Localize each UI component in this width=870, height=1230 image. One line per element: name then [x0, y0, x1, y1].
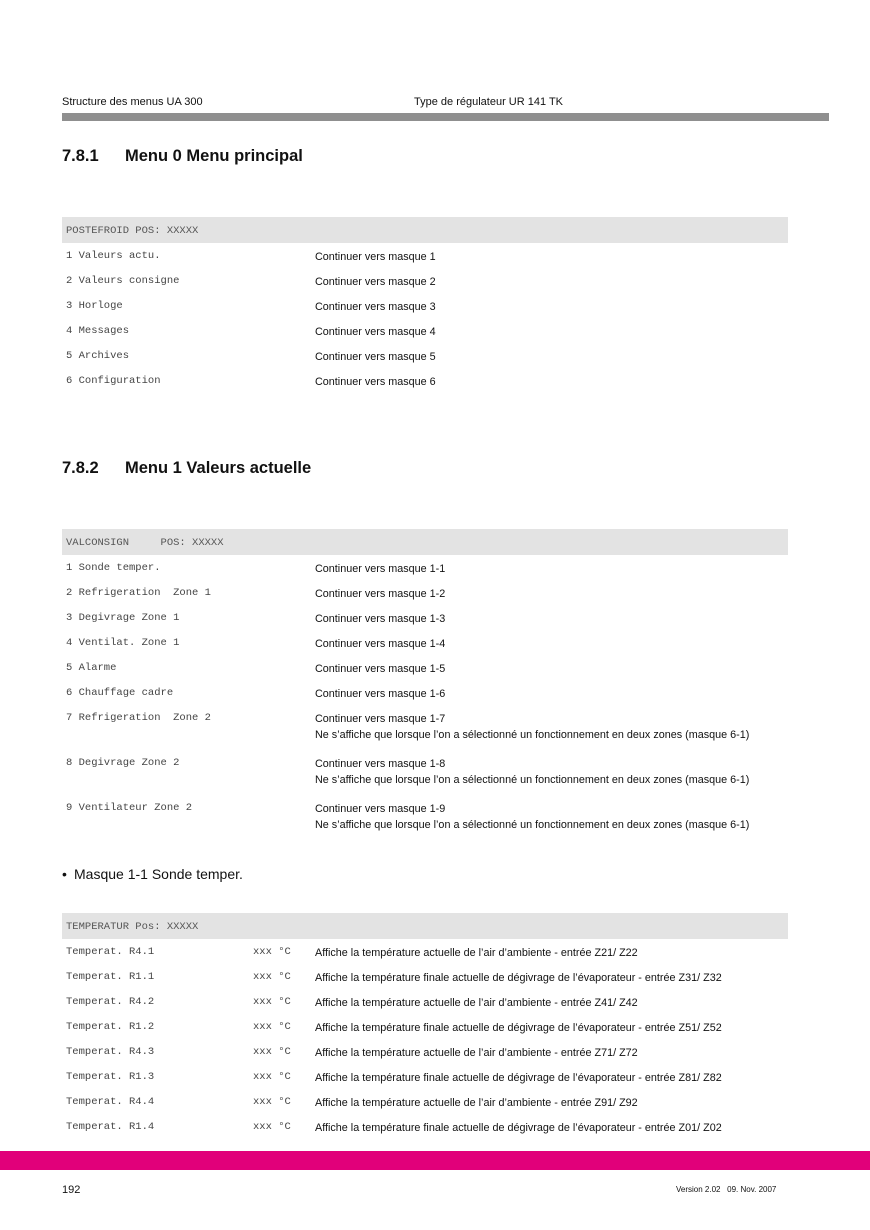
row-description: Continuer vers masque 1-1 [315, 563, 446, 575]
table-row [62, 1039, 788, 1064]
row-label: Temperat. R4.2 [66, 996, 155, 1008]
row-value-unit: xxx °C [253, 971, 291, 983]
row-value-unit: xxx °C [253, 996, 291, 1008]
table-row [62, 343, 788, 368]
header-left-title: Structure des menus UA 300 [62, 96, 203, 108]
row-value-unit: xxx °C [253, 1021, 291, 1033]
table-row [62, 368, 788, 393]
bullet-text: Masque 1-1 Sonde temper. [74, 866, 243, 882]
row-label: 1 Sonde temper. [66, 562, 161, 574]
row-description: Continuer vers masque 5 [315, 351, 436, 363]
menu-table-header: POSTEFROID POS: XXXXX [62, 217, 788, 243]
row-label: 6 Configuration [66, 375, 161, 387]
row-label: Temperat. R1.3 [66, 1071, 155, 1083]
row-description: Continuer vers masque 3 [315, 301, 436, 313]
page-number: 192 [62, 1184, 81, 1196]
menu-table-valeurs [62, 529, 788, 840]
table-row [62, 293, 788, 318]
row-label: Temperat. R1.1 [66, 971, 155, 983]
row-note: Ne s’affiche que lorsque l’on a sélectionné un fonctionnement en deux zones (masque 6-1) [315, 819, 750, 831]
row-description: Affiche la température finale actuelle de dégivrage de l’évaporateur - entrée Z01/ Z02 [315, 1122, 722, 1134]
row-description-block [315, 801, 749, 833]
row-value-unit: xxx °C [253, 1121, 291, 1133]
row-description: Continuer vers masque 1-5 [315, 663, 446, 675]
row-label: 5 Archives [66, 350, 130, 362]
footer-band [0, 1151, 870, 1170]
row-label: 9 Ventilateur Zone 2 [66, 802, 193, 814]
row-label: 2 Refrigeration Zone 1 [66, 587, 211, 599]
row-label: 4 Ventilat. Zone 1 [66, 637, 180, 649]
version-info: Version 2.02 09. Nov. 2007 [676, 1185, 777, 1194]
section-heading-7-8-2 [62, 459, 311, 478]
table-row [62, 705, 788, 750]
row-label: 6 Chauffage cadre [66, 687, 174, 699]
row-description: Continuer vers masque 1-2 [315, 588, 446, 600]
row-label: 2 Valeurs consigne [66, 275, 180, 287]
row-description: Continuer vers masque 1-9 [315, 803, 446, 815]
row-description: Continuer vers masque 1-4 [315, 638, 446, 650]
row-note: Ne s’affiche que lorsque l’on a sélectionné un fonctionnement en deux zones (masque 6-1) [315, 729, 750, 741]
table-row [62, 1089, 788, 1114]
table-row [62, 1064, 788, 1089]
row-description: Affiche la température actuelle de l’air d’ambiente - entrée Z91/ Z92 [315, 1097, 638, 1109]
table-row [62, 630, 788, 655]
section-number: 7.8.2 [62, 459, 99, 477]
row-description: Continuer vers masque 1-6 [315, 688, 446, 700]
table-row [62, 605, 788, 630]
row-label: 3 Degivrage Zone 1 [66, 612, 180, 624]
menu-table-header: TEMPERATUR Pos: XXXXX [62, 913, 788, 939]
row-description: Affiche la température actuelle de l’air d’ambiente - entrée Z41/ Z42 [315, 997, 638, 1009]
row-description: Affiche la température actuelle de l’air d’ambiente - entrée Z21/ Z22 [315, 947, 638, 959]
section-heading-7-8-1 [62, 147, 303, 166]
table-row [62, 243, 788, 268]
table-row [62, 1114, 788, 1139]
row-description: Continuer vers masque 2 [315, 276, 436, 288]
table-row [62, 680, 788, 705]
row-description: Affiche la température finale actuelle de dégivrage de l’évaporateur - entrée Z31/ Z32 [315, 972, 722, 984]
row-description: Continuer vers masque 1-3 [315, 613, 446, 625]
table-row [62, 795, 788, 840]
row-description-block [315, 711, 749, 743]
row-label: 5 Alarme [66, 662, 117, 674]
table-row [62, 580, 788, 605]
row-label: 7 Refrigeration Zone 2 [66, 712, 211, 724]
table-row [62, 750, 788, 795]
row-description: Continuer vers masque 4 [315, 326, 436, 338]
row-description: Affiche la température finale actuelle de dégivrage de l’évaporateur - entrée Z81/ Z82 [315, 1072, 722, 1084]
row-label: Temperat. R4.1 [66, 946, 155, 958]
table-row [62, 318, 788, 343]
row-description: Affiche la température actuelle de l’air d’ambiente - entrée Z71/ Z72 [315, 1047, 638, 1059]
row-description: Continuer vers masque 1-7 [315, 713, 446, 725]
row-label: Temperat. R4.3 [66, 1046, 155, 1058]
row-description: Continuer vers masque 1-8 [315, 758, 446, 770]
table-row [62, 964, 788, 989]
section-title: Menu 1 Valeurs actuelle [125, 459, 312, 477]
menu-table-main [62, 217, 788, 393]
menu-table-header: VALCONSIGN POS: XXXXX [62, 529, 788, 555]
row-label: 8 Degivrage Zone 2 [66, 757, 180, 769]
row-label: 1 Valeurs actu. [66, 250, 161, 262]
row-label: Temperat. R1.4 [66, 1121, 155, 1133]
row-description: Continuer vers masque 1 [315, 251, 436, 263]
row-value-unit: xxx °C [253, 946, 291, 958]
section-title: Menu 0 Menu principal [125, 147, 303, 165]
row-label: Temperat. R1.2 [66, 1021, 155, 1033]
menu-table-temperature [62, 913, 788, 1139]
table-row [62, 989, 788, 1014]
bullet-heading [62, 866, 243, 882]
table-row [62, 1014, 788, 1039]
row-label: 3 Horloge [66, 300, 123, 312]
row-label: 4 Messages [66, 325, 130, 337]
row-value-unit: xxx °C [253, 1046, 291, 1058]
header-center-title: Type de régulateur UR 141 TK [414, 96, 563, 108]
row-description-block [315, 756, 749, 788]
row-description: Continuer vers masque 6 [315, 376, 436, 388]
header-divider [62, 113, 829, 121]
row-value-unit: xxx °C [253, 1071, 291, 1083]
bullet-symbol: • [62, 866, 67, 882]
section-number: 7.8.1 [62, 147, 99, 165]
table-row [62, 939, 788, 964]
row-label: Temperat. R4.4 [66, 1096, 155, 1108]
table-row [62, 555, 788, 580]
table-row [62, 268, 788, 293]
row-description: Affiche la température finale actuelle de dégivrage de l’évaporateur - entrée Z51/ Z52 [315, 1022, 722, 1034]
row-value-unit: xxx °C [253, 1096, 291, 1108]
table-row [62, 655, 788, 680]
row-note: Ne s’affiche que lorsque l’on a sélectionné un fonctionnement en deux zones (masque 6-1) [315, 774, 750, 786]
